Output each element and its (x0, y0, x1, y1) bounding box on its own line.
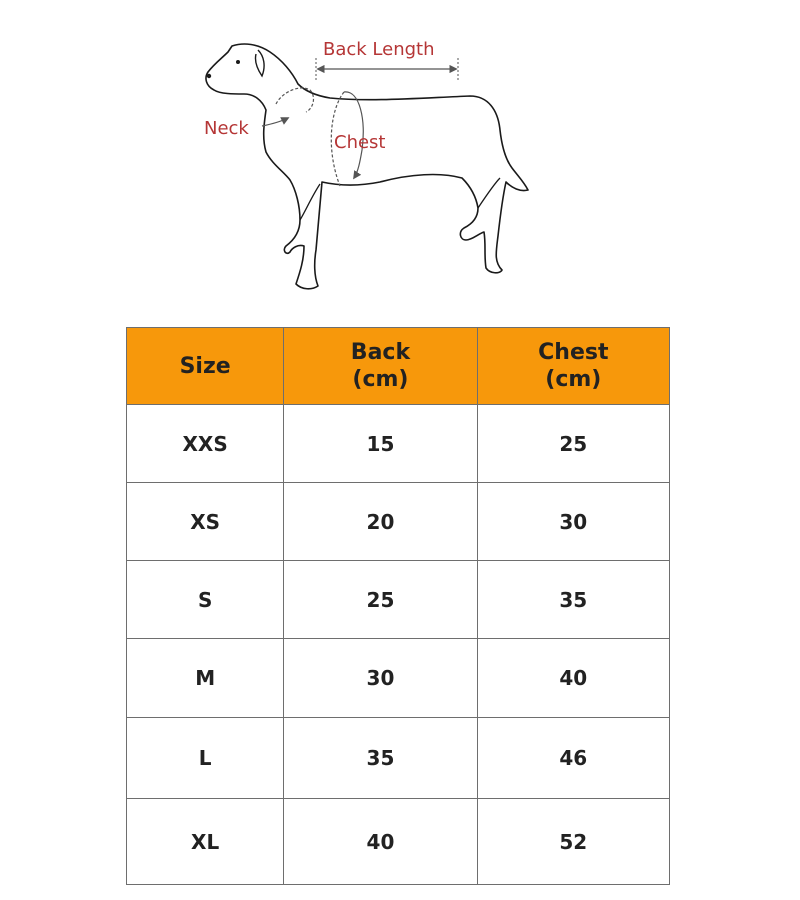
dog-nose (207, 74, 211, 78)
cell-size: S (127, 561, 284, 639)
table-row (127, 561, 670, 639)
cell-chest: 52 (477, 799, 669, 885)
cell-back: 40 (284, 799, 477, 885)
cell-chest: 35 (477, 561, 669, 639)
dog-front-leg-line (300, 184, 320, 220)
table-header-row (127, 328, 670, 405)
header-size-text: Size (179, 353, 231, 379)
table-row (127, 718, 670, 799)
cell-size: M (127, 639, 284, 718)
table-row (127, 639, 670, 718)
cell-size: XXS (127, 405, 284, 483)
size-chart-table (126, 327, 670, 885)
cell-chest: 30 (477, 483, 669, 561)
neck-label: Neck (204, 118, 249, 139)
dog-ear-outline (255, 50, 264, 76)
cell-size: XL (127, 799, 284, 885)
table-row (127, 483, 670, 561)
table-row (127, 799, 670, 885)
cell-back: 20 (284, 483, 477, 561)
cell-back: 15 (284, 405, 477, 483)
cell-chest: 46 (477, 718, 669, 799)
chest-label: Chest (334, 132, 386, 153)
cell-chest: 25 (477, 405, 669, 483)
header-back (284, 328, 477, 405)
cell-back: 35 (284, 718, 477, 799)
header-chest-line2: (cm) (545, 367, 602, 392)
header-size (127, 328, 284, 405)
cell-size: L (127, 718, 284, 799)
header-back-line1: Back (350, 340, 411, 365)
dog-eye (236, 60, 240, 64)
dog-measurement-diagram (0, 0, 800, 310)
header-chest-line1: Chest (538, 340, 609, 365)
header-back-line2: (cm) (352, 367, 409, 392)
neck-arrow (262, 118, 288, 126)
dog-hind-leg-line (478, 178, 500, 208)
cell-chest: 40 (477, 639, 669, 718)
cell-back: 30 (284, 639, 477, 718)
table-row (127, 405, 670, 483)
dog-body-outline (206, 44, 528, 289)
cell-size: XS (127, 483, 284, 561)
cell-back: 25 (284, 561, 477, 639)
back-length-label: Back Length (323, 39, 435, 60)
header-chest (477, 328, 669, 405)
